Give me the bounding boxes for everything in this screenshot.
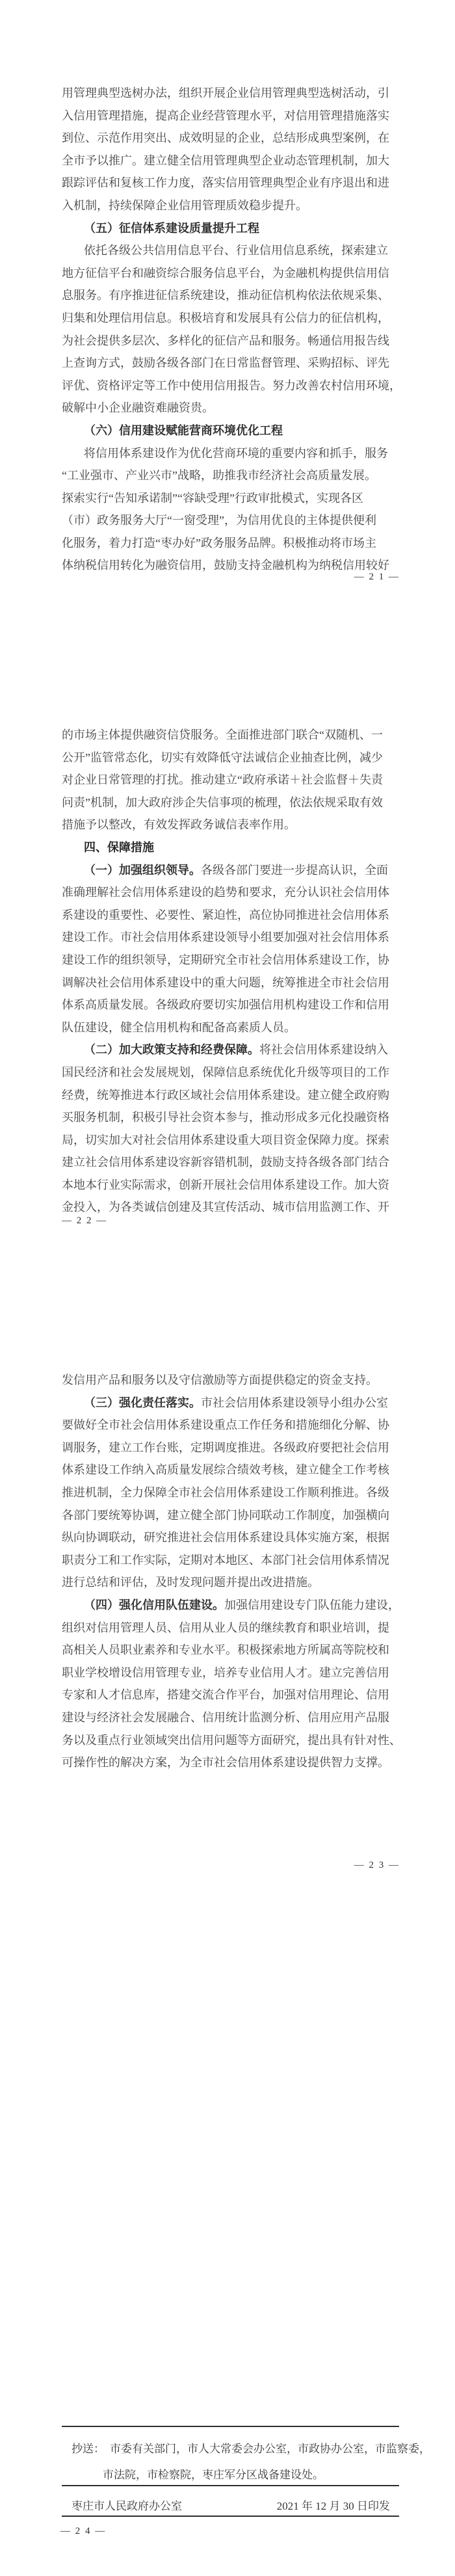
text-line	[62, 1039, 405, 1061]
text-line: 对企业日常管理的打扰。推动建立“政府承诺＋社会监督＋失责	[62, 773, 383, 787]
text-line: 系建设的重要性、必要性、紧迫性，高位协同推进社会信用体系	[62, 908, 389, 922]
footer-top-rule	[62, 2426, 399, 2427]
issuing-office: 枣庄市人民政府办公室	[72, 2500, 182, 2512]
page-number-22: — 2 2 —	[62, 1215, 108, 1226]
text-line: 息服务。有序推进征信系统建设，推动征信机构依法依规采集、	[62, 289, 389, 302]
text-line: “工业强市、产业兴市”战略，助推我市经济社会高质量发展。	[62, 469, 376, 483]
text-line: 公开”监管常态化，切实有效降低守法诚信企业抽查比例，减少	[62, 750, 383, 764]
paragraph-text: 将社会信用体系建设纳入	[259, 1043, 388, 1057]
paragraph-text: 加强信用建设专门队伍能力建设，	[224, 1598, 400, 1612]
text-line: （市）政务服务大厅“一窗受理”，为信用优良的主体提供便利	[62, 514, 376, 527]
text-line: 探索实行“告知承诺制”“容缺受理”行政审批模式，实现各区	[62, 491, 363, 505]
issuer-row	[72, 2497, 390, 2513]
text-line: 用管理典型选树办法，组织开展企业信用管理典型选树活动，引	[62, 86, 389, 100]
text-line: 归集和处理信用信息。积极培育和发展具有公信力的征信机构，	[62, 311, 389, 325]
text-line	[62, 859, 405, 882]
text-line: 国民经济和社会发展规划，保障信息系统优化升级等项目的工作	[62, 1065, 389, 1079]
section-heading: （六）信用建设赋能营商环境优化工程	[84, 423, 283, 437]
text-line: 准确理解社会信用体系建设的趋势和要求，充分认识社会信用体	[62, 886, 389, 899]
text-line: 发信用产品和服务以及守信激励等方面提供稳定的资金支持。	[62, 1374, 378, 1387]
text-line: 破解中小企业融资难融资贵。	[62, 401, 214, 415]
text-line: 的市场主体提供融资信贷服务。全面推进部门联合“双随机、一	[62, 728, 383, 741]
page-23-body	[62, 1369, 405, 1774]
text-line: 措施予以整改，有效发挥政务诚信表率作用。	[62, 818, 296, 832]
paragraph-text: 各级各部门要进一步提高认识，全面	[201, 863, 388, 877]
text-line: 体纳税信用转化为融资信用，鼓励支持金融机构为纳税信用较好	[62, 559, 389, 572]
cc-line	[72, 2439, 430, 2456]
text-line: 将信用体系建设作为优化营商环境的重要内容和抓手，服务	[84, 446, 388, 460]
text-line: 入机制，持续保障企业信用管理质效稳步提升。	[62, 198, 307, 212]
text-line: 要做好全市社会信用体系建设重点工作任务和措施细化分解、协	[62, 1418, 389, 1432]
footer-middle-rule	[62, 2485, 399, 2486]
text-line: 入信用管理措施，提高企业经营管理水平，对信用管理措施落实	[62, 109, 389, 122]
text-line: 局，切实加大对社会信用体系建设重大项目资金保障力度。探索	[62, 1133, 389, 1147]
text-line: 全市予以推广。建立健全信用管理典型企业动态管理机制，加大	[62, 153, 389, 167]
section-heading: 四、保障措施	[84, 840, 154, 854]
page-number-23: — 2 3 —	[354, 1860, 400, 1870]
text-line: 地方征信平台和融资综合服务信息平台，为金融机构提供信用信	[62, 266, 389, 280]
text-line: 问责”机制，加大政府涉企失信事项的梳理，依法依规采取有效	[62, 795, 383, 809]
text-line: 调服务，建立工作台账，定期调度推进。各级政府要把社会信用	[62, 1441, 389, 1454]
text-line: 到位、示范作用突出、成效明显的企业，总结形成典型案例，在	[62, 131, 389, 145]
page-22-body	[62, 724, 405, 1219]
text-line: 职责分工和工作实际，定期对本地区、本部门社会信用体系情况	[62, 1553, 389, 1567]
text-line: 体系高质量发展。各级政府要切实加强信用机构建设工作和信用	[62, 998, 389, 1012]
text-line: 买服务机制，积极引导社会资本参与，推动形成多元化投融资格	[62, 1111, 389, 1124]
text-line: 职业学校增设信用管理专业，培养专业信用人才。建立完善信用	[62, 1666, 389, 1679]
paragraph-text: 市社会信用体系建设领导小组办公室	[201, 1396, 388, 1409]
text-line: 建立社会信用体系建设容新容错机制，鼓励支持各级各部门结合	[62, 1156, 389, 1169]
paragraph-lead: （三）强化责任落实。	[84, 1396, 201, 1409]
paragraph-lead: （二）加大政策支持和经费保障。	[84, 1043, 259, 1057]
text-line: 高相关人员职业素养和专业水平。积极探索地方所属高等院校和	[62, 1643, 389, 1657]
text-line: 推进机制，全力保障全市社会信用体系建设工作顺利推进。各级	[62, 1485, 389, 1499]
page-number-21: — 2 1 —	[354, 572, 400, 582]
text-line: 跟踪评估和复核工作力度，落实信用管理典型企业有序退出和进	[62, 176, 389, 190]
text-line: 专家和人才信息库，搭建交流合作平台，加强对信用理论、信用	[62, 1688, 389, 1702]
text-line: 本地本行业实际需求，创新开展社会信用体系建设工作。加大资	[62, 1178, 389, 1191]
cc-recipients-2: 市法院，市检察院，枣庄军分区战备建设处。	[103, 2469, 324, 2481]
page-number-24: — 2 4 —	[60, 2526, 107, 2536]
text-line: 队伍建设，健全信用机构和配备高素质人员。	[62, 1020, 296, 1034]
footer-bottom-rule	[62, 2516, 399, 2517]
text-line: 务以及重点行业领域突出信用问题等方面研究，提出具有针对性、	[62, 1733, 401, 1747]
text-line: 建设工作。市社会信用体系建设领导小组要加强对社会信用体系	[62, 931, 389, 944]
text-line	[62, 1392, 405, 1414]
print-date: 2021 年 12 月 30 日印发	[276, 2500, 390, 2512]
text-line: 建设工作的组织领导，定期研究全市社会信用体系建设工作，协	[62, 953, 389, 966]
text-line	[62, 1594, 405, 1617]
text-line: 各部门要统筹协调，建立健全部门协同联动工作制度，加强横向	[62, 1508, 389, 1522]
text-line: 化服务，着力打造“枣办好”政务服务品牌。积极推动将市场主	[62, 536, 376, 550]
text-line: 组织对信用管理人员、信用从业人员的继续教育和职业培训，提	[62, 1621, 389, 1634]
text-line: 进行总结和评估，及时发现问题并提出改进措施。	[62, 1576, 319, 1589]
text-line: 上查询方式，鼓励各级各部门在日常监督管理、采购招标、评先	[62, 356, 389, 370]
text-line: 金投入，为各类诚信创建及其宣传活动、城市信用监测工作、开	[62, 1201, 389, 1214]
cc-label: 抄送：	[72, 2443, 105, 2455]
text-line: 经费，统筹推进本行政区域社会信用体系建设。建立健全政府购	[62, 1088, 389, 1102]
text-line: 为社会提供多层次、多样化的征信产品和服务。畅通信用报告线	[62, 334, 389, 347]
paragraph-lead: （四）强化信用队伍建设。	[84, 1598, 224, 1612]
text-line: 调解决社会信用体系建设中的重大问题，统筹推进全市社会信用	[62, 976, 389, 989]
cc-recipients-1: 市委有关部门，市人大常委会办公室，市政协办公室，市监察委，	[110, 2443, 430, 2455]
page-21-body	[62, 82, 405, 577]
text-line: 建设与经济社会发展融合、信用统计监测分析、信用应用产品服	[62, 1710, 389, 1724]
text-line: 体系建设工作纳入高质量发展综合绩效考核，建立健全工作考核	[62, 1463, 389, 1477]
paragraph-lead: （一）加强组织领导。	[84, 863, 201, 877]
text-line: 纵向协调联动，研究推进社会信用体系建设具体实施方案，根据	[62, 1531, 389, 1545]
text-line: 评优、资格评定等工作中使用信用报告。努力改善农村信用环境，	[62, 378, 401, 392]
text-line: 可操作性的解决方案，为全市社会信用体系建设提供智力支撑。	[62, 1756, 389, 1770]
section-heading: （五）征信体系建设质量提升工程	[84, 221, 259, 235]
text-line: 依托各级公共信用信息平台、行业信用信息系统，探索建立	[84, 244, 388, 258]
